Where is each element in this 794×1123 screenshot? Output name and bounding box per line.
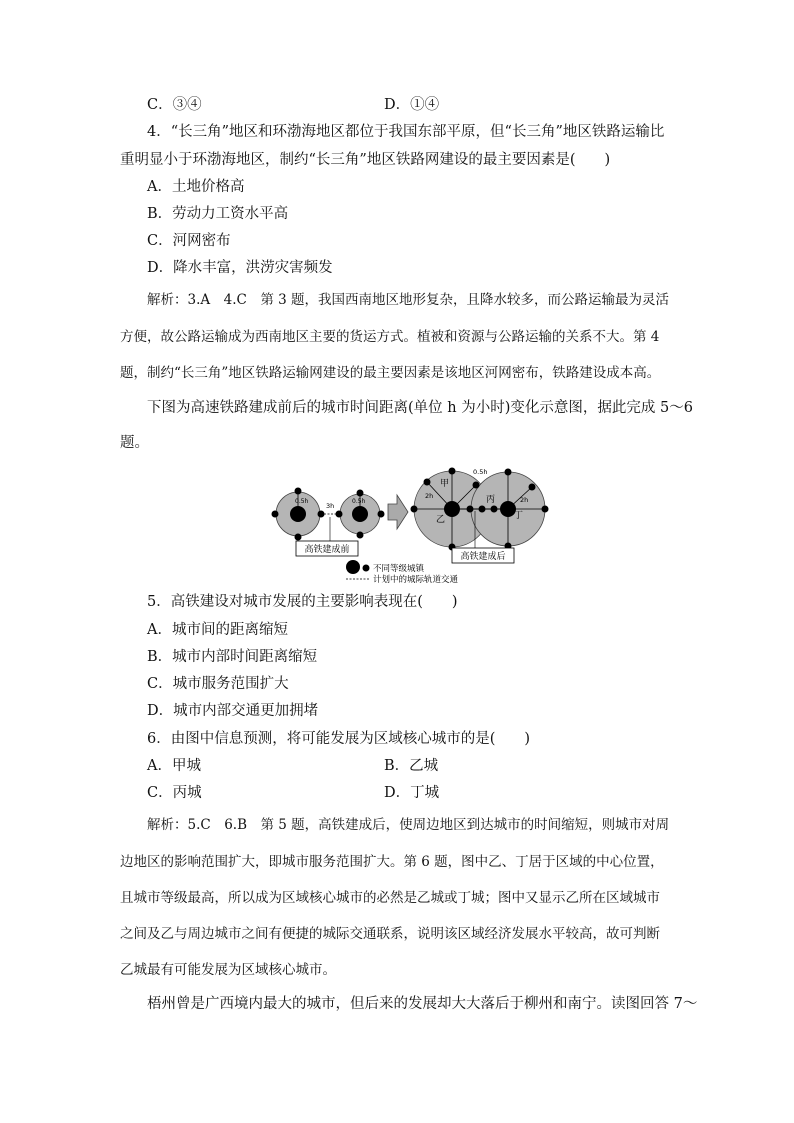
q5-stem: 5．高铁建设对城市发展的主要影响表现在( ) — [147, 594, 458, 610]
q6-stem: 6．由图中信息预测，将可能发展为区域核心城市的是( ) — [147, 731, 531, 747]
legend-rail-label: 计划中的城际轨道交通 — [373, 575, 459, 585]
q5-option-b: B．城市内部时间距离缩短 — [147, 649, 318, 665]
q5-option-d: D．城市内部交通更加拥堵 — [147, 703, 319, 719]
analysis2-line4: 之间及乙与周边城市之间有便捷的城际交通联系，说明该区域经济发展水平较高，故可判断 — [120, 926, 660, 942]
analysis2-line3: 且城市等级最高，所以成为区域核心城市的必然是乙城或丁城；图中又显示乙所在区域城市 — [120, 890, 660, 906]
q6-option-d: D．丁城 — [384, 785, 440, 801]
intro2-line1: 下图为高速铁路建成前后的城市时间距离(单位 h 为小时)变化示意图，据此完成 5～6 — [147, 400, 693, 416]
intro3-line1: 梧州曾是广西境内最大的城市，但后来的发展却大大落后于柳州和南宁。读图回答 7～ — [147, 996, 698, 1012]
q5-option-c: C．城市服务范围扩大 — [147, 676, 289, 692]
after-right-radius-label: 2h — [520, 496, 529, 504]
q3-option-c: C．③④ — [147, 97, 202, 113]
legend-cities-label: 不同等级城镇 — [373, 564, 425, 574]
q3-option-d: D．①④ — [384, 97, 440, 113]
city-bing-label: 丙 — [486, 495, 496, 505]
analysis1-line2: 方便，故公路运输成为西南地区主要的货运方式。植被和资源与公路运输的关系不大。第 4 — [120, 329, 660, 345]
before-gap-label: 3h — [326, 502, 335, 510]
before-caption: 高铁建成前 — [304, 545, 350, 555]
q4-stem-line2: 重明显小于环渤海地区，制约“长三角”地区铁路网建设的最主要因素是( ) — [120, 152, 611, 168]
city-jia-label: 甲 — [440, 479, 450, 489]
before-left-city — [272, 488, 325, 541]
analysis2-line5: 乙城最有可能发展为区域核心城市。 — [120, 962, 336, 978]
q4-option-b: B．劳动力工资水平高 — [147, 206, 289, 222]
analysis2-line1: 解析：5.C 6.B 第 5 题，高铁建成后，使周边地区到达城市的时间缩短，则城市对周 — [147, 817, 670, 833]
analysis1-line1: 解析：3.A 4.C 第 3 题，我国西南地区地形复杂，且降水较多，而公路运输最为灵活 — [147, 292, 670, 308]
analysis1-line3: 题，制约“长三角”地区铁路运输网建设的最主要因素是该地区河网密布，铁路建设成本高。 — [120, 365, 661, 381]
legend-big-city-icon — [346, 560, 360, 574]
q4-stem-line1: 4．“长三角”地区和环渤海地区都位于我国东部平原，但“长三角”地区铁路运输比 — [147, 124, 665, 140]
q6-option-c: C．丙城 — [147, 785, 202, 801]
q5-option-a: A．城市间的距离缩短 — [147, 622, 288, 638]
after-caption: 高铁建成后 — [460, 552, 506, 562]
before-left-radius-label: 0.5h — [295, 498, 309, 505]
city-yi-label: 乙 — [436, 515, 446, 525]
q4-option-c: C．河网密布 — [147, 233, 231, 249]
after-top-radius-label: 0.5h — [473, 468, 488, 476]
city-ding-label: 丁 — [514, 511, 524, 521]
high-speed-rail-figure — [270, 462, 560, 590]
before-right-city — [336, 490, 385, 539]
intro2-line2: 题。 — [120, 435, 149, 451]
after-left-radius-label: 2h — [425, 492, 434, 500]
q4-option-d: D．降水丰富，洪涝灾害频发 — [147, 260, 333, 276]
legend-small-city-icon — [363, 565, 370, 572]
city-yi-dot — [444, 501, 460, 517]
before-right-radius-label: 0.5h — [352, 498, 366, 505]
q6-option-b: B．乙城 — [384, 758, 439, 774]
arrow-icon — [388, 495, 408, 529]
q6-option-a: A．甲城 — [147, 758, 201, 774]
analysis2-line2: 边地区的影响范围扩大，即城市服务范围扩大。第 6 题，图中乙、丁居于区域的中心位置， — [120, 854, 664, 870]
q4-option-a: A．土地价格高 — [147, 179, 245, 195]
